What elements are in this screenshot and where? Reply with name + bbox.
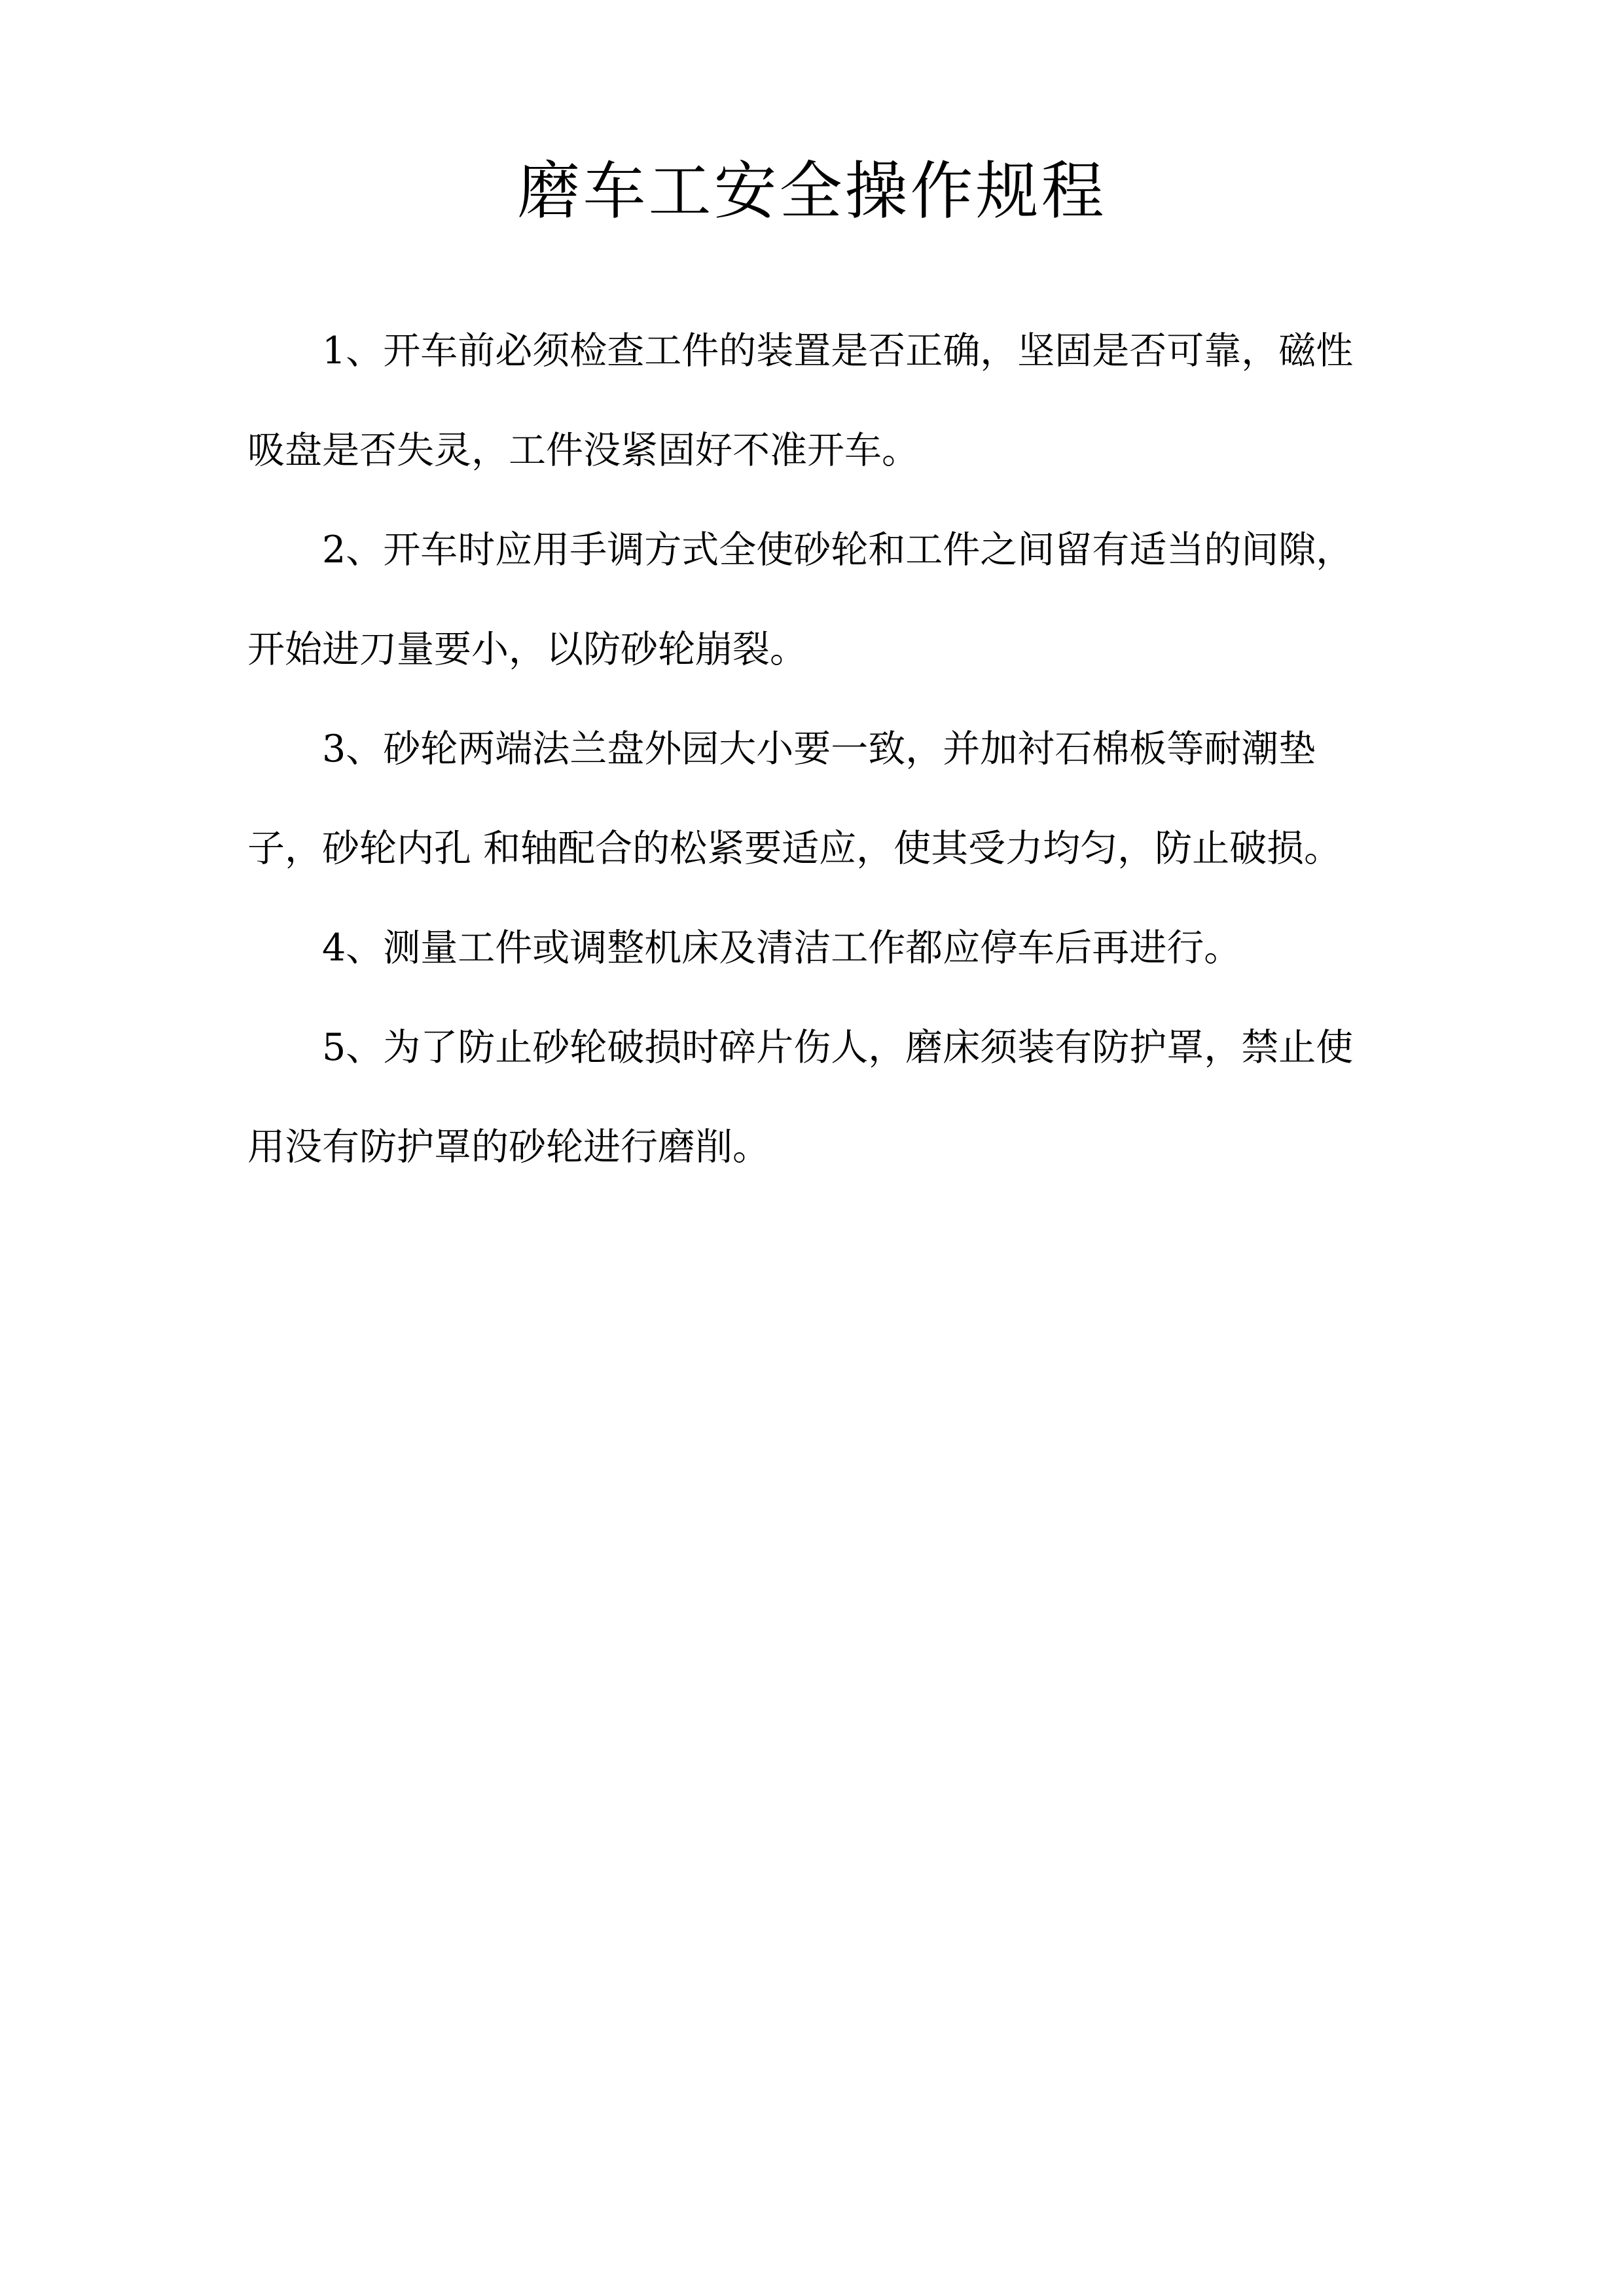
paragraph-1: 1、开车前必须检查工件的装置是否正确，坚固是否可靠，磁性吸盘是否失灵，工件没紧固好不准开车。 (247, 329, 1354, 472)
document-body (247, 301, 1367, 1197)
paragraph-3: 3、砂轮两端法兰盘外园大小要一致，并加衬石棉板等耐潮垫子，砂轮内孔 和轴配合的松紧要适应，使其受力均匀，防止破损。 (247, 727, 1342, 870)
paragraph-5: 5、为了防止砂轮破损时碎片伤人，磨床须装有防护罩，禁止使用没有防护罩的砂轮进行磨削。 (247, 1026, 1354, 1169)
paragraph-4: 4、测量工件或调整机床及清洁工作都应停车后再进行。 (322, 926, 1242, 970)
paragraph-2: 2、开车时应用手调方式全使砂轮和工件之间留有适当的间隙，开始进刀量要小，以防砂轮崩裂。 (247, 528, 1354, 671)
document-title: 磨车工安全操作规程 (517, 155, 1107, 228)
